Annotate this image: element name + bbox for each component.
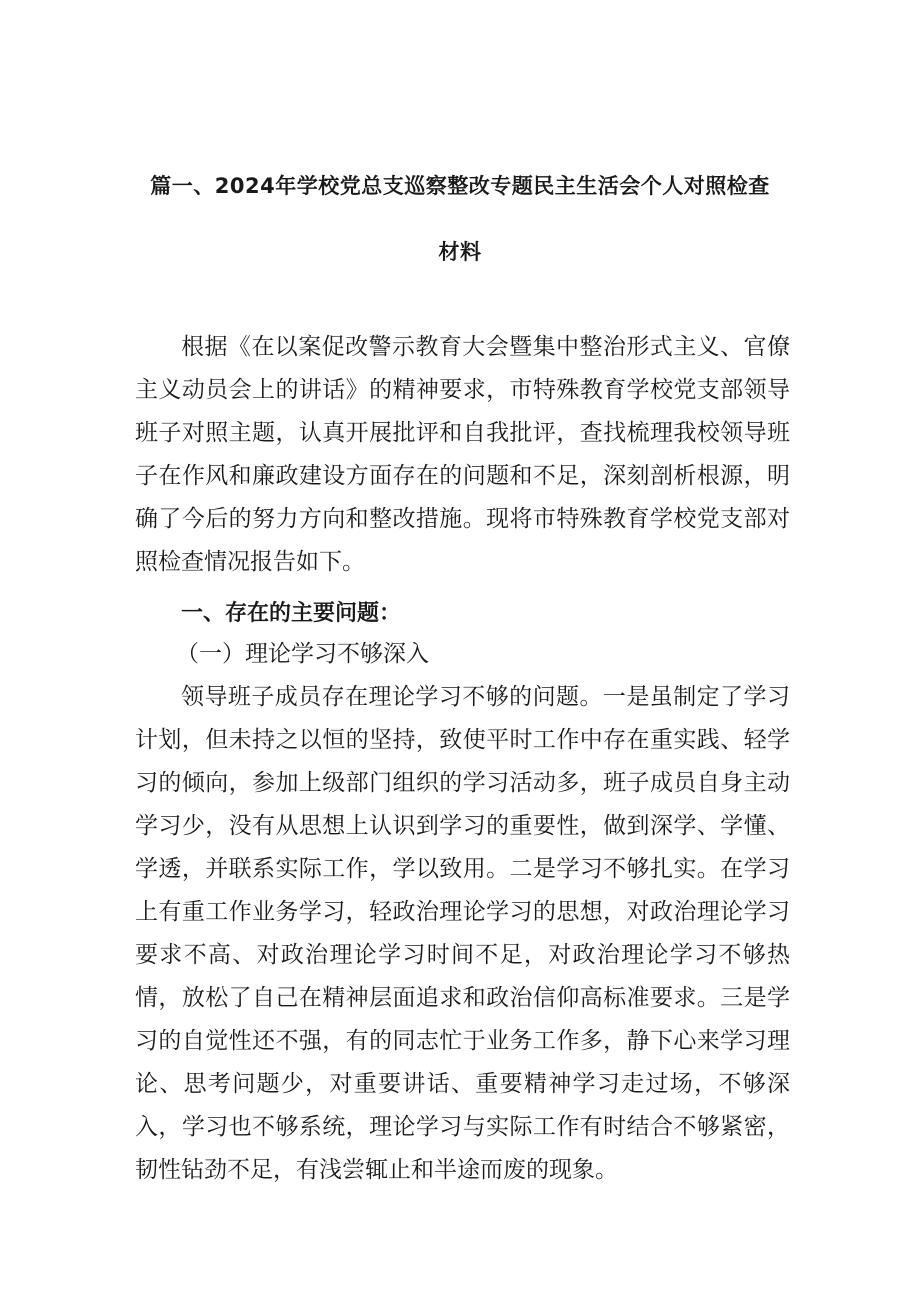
body-paragraph: 领导班子成员存在理论学习不够的问题。一是虽制定了学习计划，但未持之以恒的坚持，致使平时工作中存在重实践、轻学习的倾向，参加上级部门组织的学习活动多，班子成员自身主动学习少，没有从思想上认识到学习的重要性，做到深学、学懂、学透，并联系实际工作，学以致用。二是学习不够扎实。在学习上有重工作业务学习，轻政治理论学习的思想，对政治理论学习要求不高、对政治理论学习时间不足，对政治理论学习不够热情，放松了自己在精神层面追求和政治信仰高标准要求。三是学习的自觉性还不强，有的同志忙于业务工作多，静下心来学习理论、思考问题少，对重要讲话、重要精神学习走过场，不够深入，学习也不够系统，理论学习与实际工作有时结合不够紧密，韧性钻劲不足，有浅尝辄止和半途而废的现象。 — [135, 684, 790, 1183]
subsection-heading: （一）理论学习不够深入 — [176, 641, 429, 667]
document-title-line-2: 材料 — [438, 240, 482, 264]
document-title-line-1: 篇一、2024年学校党总支巡察整改专题民主生活会个人对照检查 — [150, 174, 770, 198]
intro-paragraph: 根据《在以案促改警示教育大会暨集中整治形式主义、官僚主义动员会上的讲话》的精神要求，市特殊教育学校党支部领导班子对照主题，认真开展批评和自我批评，查找梳理我校领导班子在作风和廉政建设方面存在的问题和不足，深刻剖析根源，明确了今后的努力方向和整改措施。现将市特殊教育学校党支部对照检查情况报告如下。 — [135, 334, 790, 575]
section-heading: 一、存在的主要问题： — [181, 601, 402, 626]
